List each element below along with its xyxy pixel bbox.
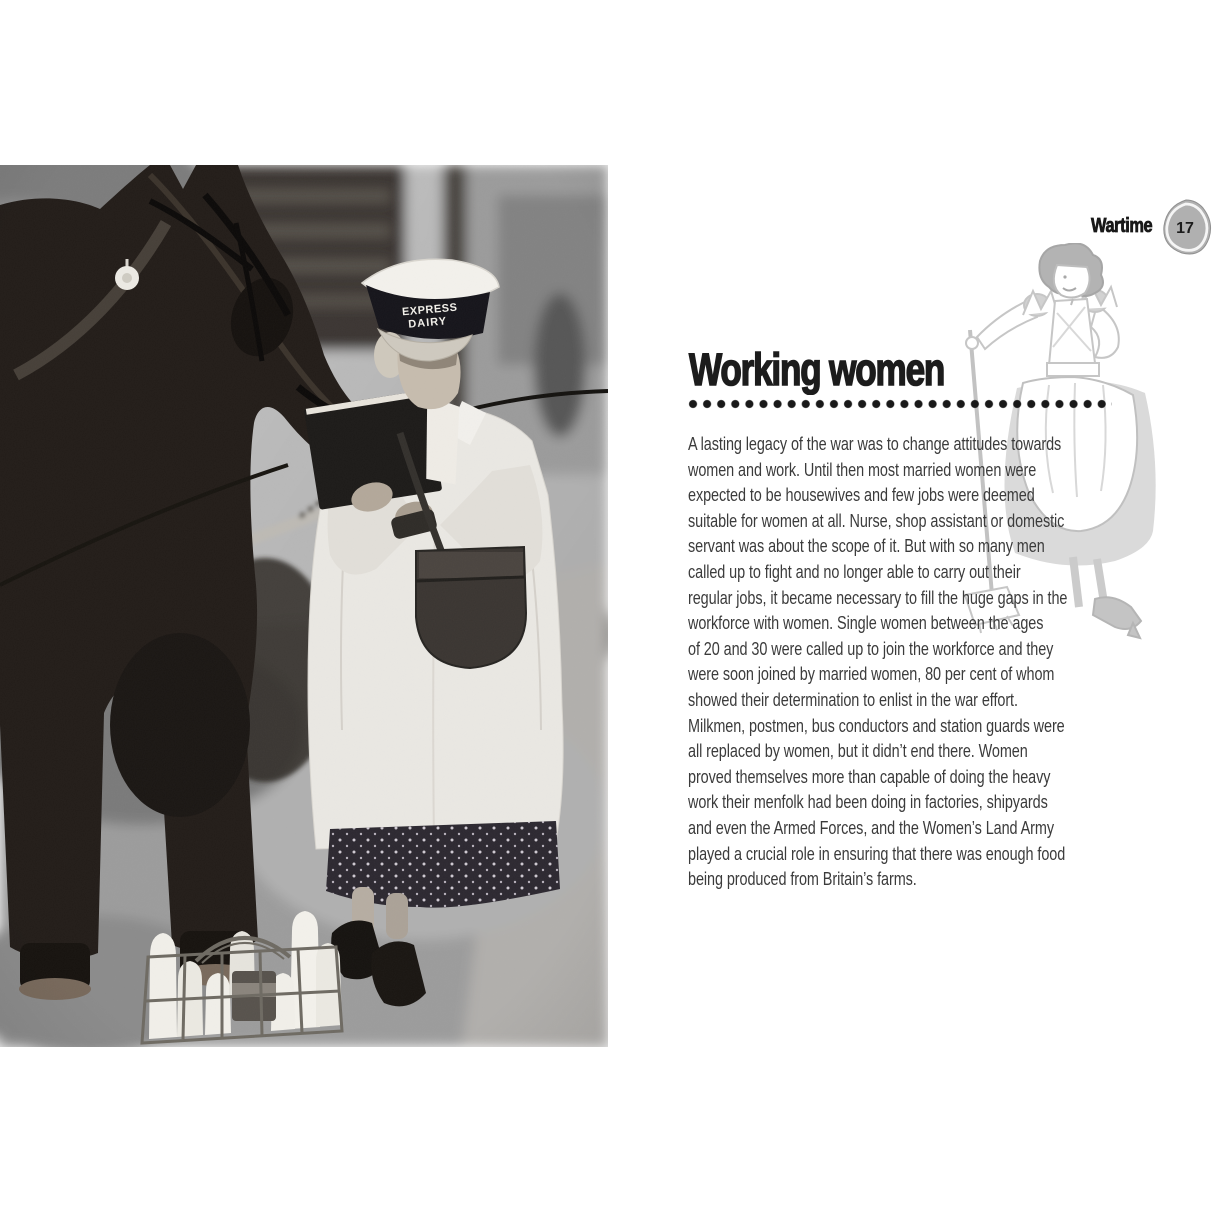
body-text-line: showed their determination to enlist in the war effort. — [688, 688, 1018, 710]
body-text-line: all replaced by women, but it didn’t end there. Women — [688, 740, 1028, 762]
milkwoman-horse-photo — [0, 165, 608, 1047]
body-text-line: played a crucial role in ensuring that there was enough food — [688, 842, 1066, 864]
page-number: 17 — [1176, 220, 1194, 237]
dotted-divider — [688, 399, 1112, 409]
page-title: Working women — [689, 344, 945, 395]
body-text-line: servant was about the scope of it. But with so many men — [688, 535, 1045, 557]
body-text-line: of 20 and 30 were called up to join the workforce and they — [688, 637, 1054, 659]
body-text — [688, 431, 1067, 892]
photo-canvas — [0, 165, 608, 1047]
body-text-line: regular jobs, it became necessary to fill the huge gaps in the — [688, 586, 1068, 608]
body-text-line: proved themselves more than capable of doing the heavy — [688, 765, 1051, 787]
body-text-line: being produced from Britain’s farms. — [688, 868, 917, 890]
section-tab-label: Wartime — [1091, 215, 1153, 237]
page-number-badge — [1155, 196, 1213, 258]
body-text-line: and even the Armed Forces, and the Women’s Land Army — [688, 816, 1054, 838]
body-text-line: women and work. Until then most married women were — [688, 458, 1037, 480]
body-text-line: Milkmen, postmen, bus conductors and station guards were — [688, 714, 1065, 736]
body-text-line: suitable for women at all. Nurse, shop assistant or domestic — [688, 509, 1065, 531]
body-text-line: A lasting legacy of the war was to change attitudes towards — [688, 433, 1062, 454]
body-text-line: workforce with women. Single women between the ages — [688, 612, 1044, 634]
body-text-line: expected to be housewives and few jobs were deemed — [688, 484, 1035, 506]
body-text-line: called up to fight and no longer able to carry out their — [688, 560, 1021, 582]
body-text-line: work their menfolk had been doing in factories, shipyards — [688, 791, 1048, 813]
body-text-line: were soon joined by married women, 80 per cent of whom — [688, 663, 1055, 685]
